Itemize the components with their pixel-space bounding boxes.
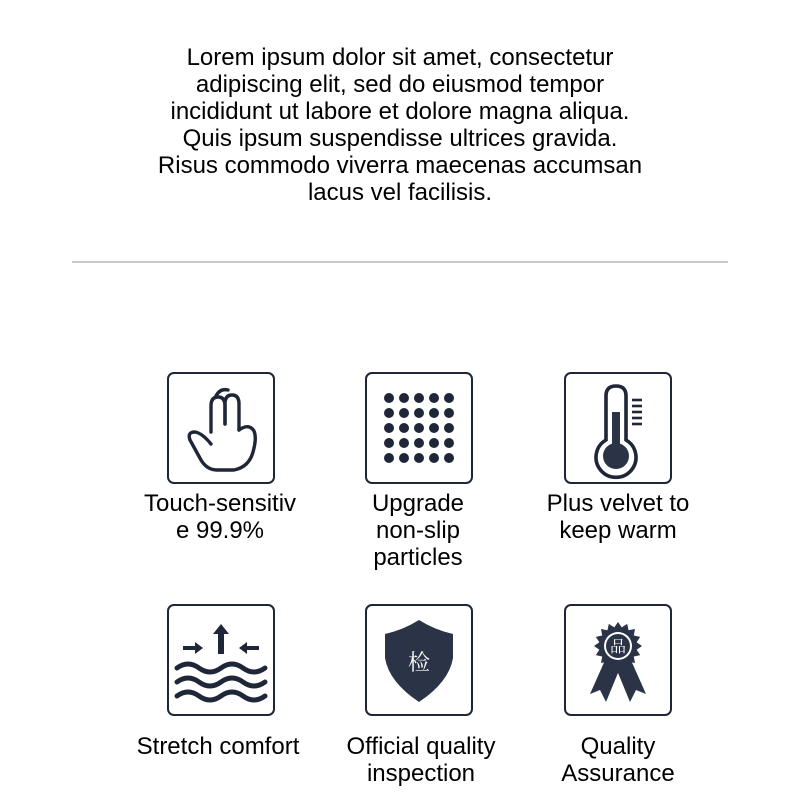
quality-ribbon-icon [566, 606, 670, 714]
grip-dot [399, 393, 409, 403]
grip-dot [444, 408, 454, 418]
stretch-waves-icon [169, 606, 273, 714]
feature-caption: Official quality inspection [346, 733, 496, 787]
grip-dot [384, 423, 394, 433]
feature-caption: Touch-sensitiv e 99.9% [143, 490, 297, 544]
feature-tile-inspection [365, 604, 473, 716]
grip-dot [384, 408, 394, 418]
feature-caption: Plus velvet to keep warm [546, 490, 690, 544]
grip-dot [429, 408, 439, 418]
intro-line: lacus vel facilisis. [307, 179, 493, 206]
intro-line: Quis ipsum suspendisse ultrices gravida. [182, 125, 618, 152]
grip-dot [384, 393, 394, 403]
grip-dot [384, 453, 394, 463]
grip-dot [444, 453, 454, 463]
grip-dot [399, 408, 409, 418]
touch-hand-icon [169, 374, 273, 482]
intro-line: Lorem ipsum dolor sit amet, consectetur [186, 44, 614, 71]
inspection-shield-icon [367, 606, 471, 714]
grip-dot [444, 393, 454, 403]
feature-caption: Quality Assurance [561, 733, 675, 787]
dot-grid-icon [367, 374, 471, 482]
grip-dot [399, 438, 409, 448]
grip-dot [399, 423, 409, 433]
grip-dot [444, 423, 454, 433]
feature-caption: Upgrade non-slip particles [371, 490, 465, 571]
intro-line: adipiscing elit, sed do eiusmod tempor [195, 71, 605, 98]
feature-caption: Stretch comfort [136, 733, 300, 760]
feature-tile-warm [564, 372, 672, 484]
grip-dot [444, 438, 454, 448]
thermometer-icon [566, 374, 670, 482]
grip-dot [429, 393, 439, 403]
grip-dot [414, 393, 424, 403]
divider-line [72, 261, 728, 263]
grip-dot [384, 438, 394, 448]
intro-line: incididunt ut labore et dolore magna aliqua. [170, 98, 630, 125]
feature-tile-assurance [564, 604, 672, 716]
grip-dot [414, 453, 424, 463]
grip-dot [414, 438, 424, 448]
inspection-badge-char: 检 [407, 651, 431, 676]
feature-tile-stretch [167, 604, 275, 716]
grip-dot [429, 453, 439, 463]
grip-dot [429, 423, 439, 433]
grip-dot [399, 453, 409, 463]
grip-dot [414, 423, 424, 433]
grip-dot [429, 438, 439, 448]
feature-tile-particles [365, 372, 473, 484]
intro-line: Risus commodo viverra maecenas accumsan [157, 152, 643, 179]
feature-tile-touch [167, 372, 275, 484]
intro-paragraph [90, 44, 710, 206]
assurance-badge-char: 品 [609, 637, 627, 656]
grip-dot [414, 408, 424, 418]
